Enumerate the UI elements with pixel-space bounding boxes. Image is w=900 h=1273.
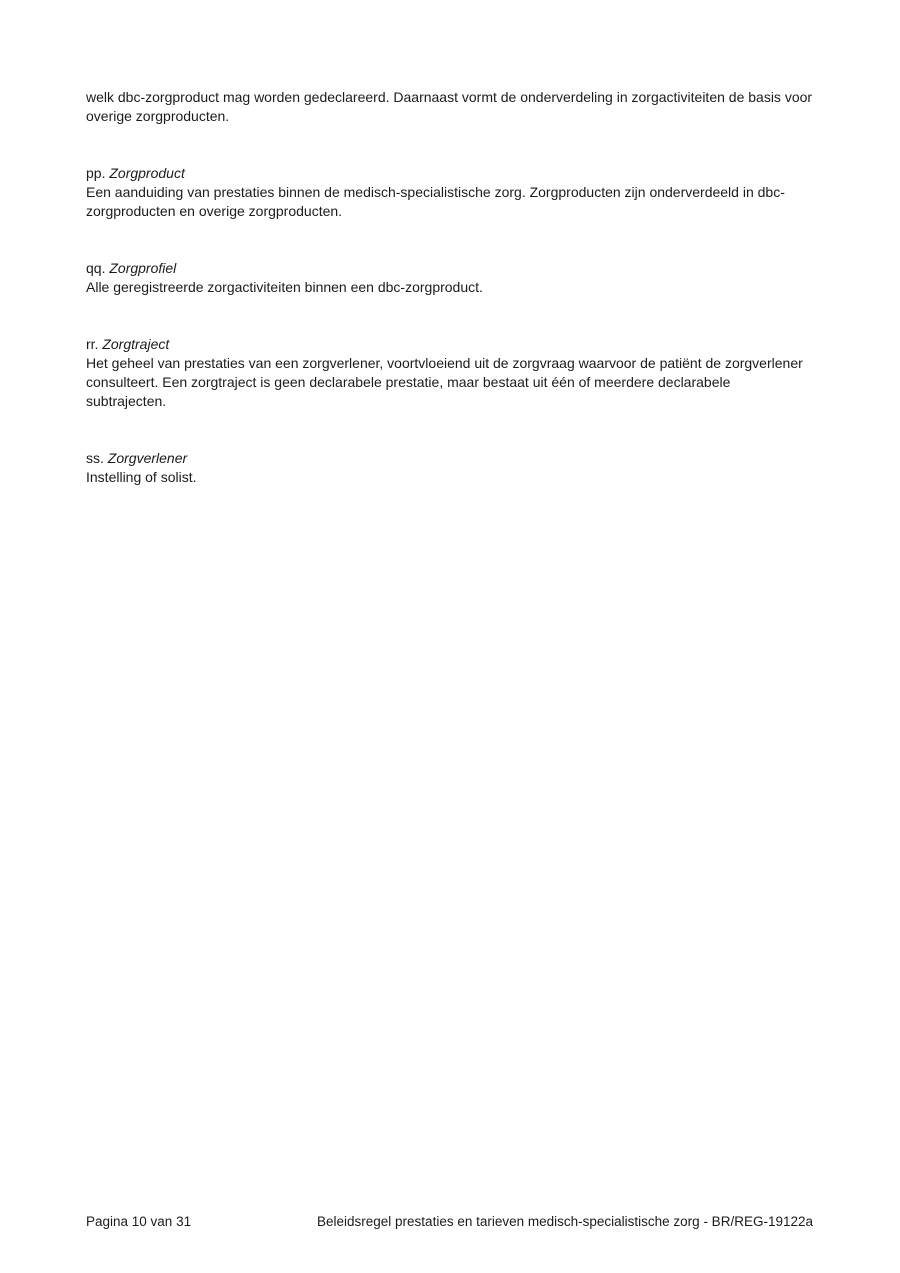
intro-paragraph: welk dbc-zorgproduct mag worden gedeclareerd. Daarnaast vormt de onderverdeling in zorgactiviteiten de basis voor overige zorgproducten. — [86, 89, 813, 124]
definition-block-zorgverlener — [86, 449, 813, 487]
term-heading — [86, 335, 813, 354]
term-heading — [86, 164, 813, 183]
term-label: rr. — [86, 336, 99, 352]
definition-block-zorgprofiel — [86, 259, 813, 297]
definition-text: Alle geregistreerde zorgactiviteiten binnen een dbc-zorgproduct. — [86, 279, 483, 295]
page-content — [86, 88, 813, 487]
term-heading — [86, 449, 813, 468]
term-name: Zorgprofiel — [109, 260, 177, 276]
term-name: Zorgproduct — [109, 165, 185, 181]
definition-text: Het geheel van prestaties van een zorgverlener, voortvloeiend uit de zorgvraag waarvoor de patiënt de zorgverlener consulteert. Een zorgtraject is geen declarabele prestatie, maar bestaat uit één of meerdere declarabele subtrajecten. — [86, 355, 803, 409]
definition-block-zorgproduct — [86, 164, 813, 221]
term-label: qq. — [86, 260, 106, 276]
term-label: ss. — [86, 450, 104, 466]
term-label: pp. — [86, 165, 106, 181]
term-name: Zorgtraject — [102, 336, 170, 352]
definition-text: Een aanduiding van prestaties binnen de medisch-specialistische zorg. Zorgproducten zijn onderverdeeld in dbc-zorgproducten en overige zorgproducten. — [86, 184, 785, 219]
page-footer — [86, 1213, 813, 1230]
definition-text: Instelling of solist. — [86, 469, 197, 485]
footer-page-number: Pagina 10 van 31 — [86, 1214, 192, 1229]
term-name: Zorgverlener — [107, 450, 188, 466]
term-heading — [86, 259, 813, 278]
footer-document-title: Beleidsregel prestaties en tarieven medisch-specialistische zorg - BR/REG-19122a — [317, 1214, 813, 1229]
definition-block-zorgtraject — [86, 335, 813, 411]
